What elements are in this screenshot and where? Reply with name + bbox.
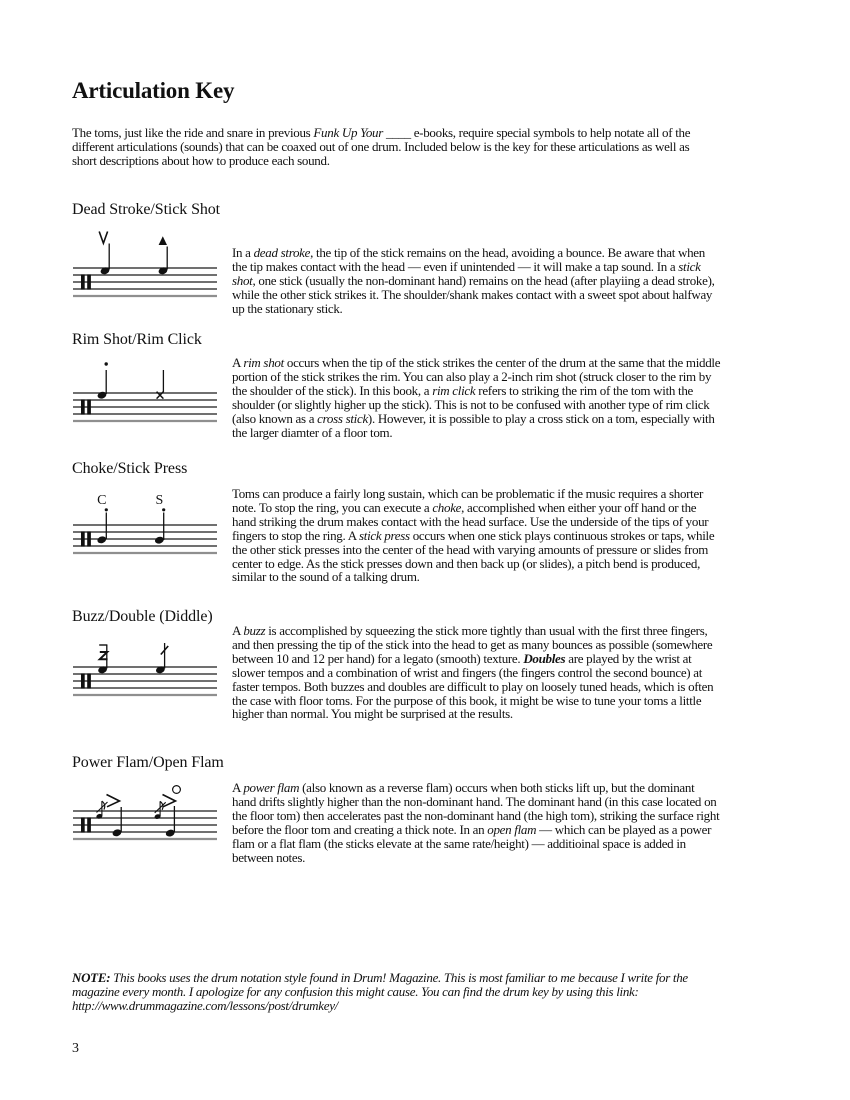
- dot-icon: [162, 508, 165, 511]
- quarter-note-icon: [154, 513, 165, 545]
- staccato-dot-icon: [105, 362, 108, 365]
- staff-lines: [73, 667, 217, 695]
- section-heading-rim-shot: Rim Shot/Rim Click: [72, 331, 202, 348]
- section-heading-choke: Choke/Stick Press: [72, 460, 188, 477]
- notation-dead-stroke-stick-shot: [73, 220, 223, 304]
- downstroke-v-icon: [99, 232, 107, 244]
- section-body-rim-shot: A rim shot occurs when the tip of the stick strikes the center of the drum at the same that the middle portion of the stick strikes the rim. You can also play a 2-inch rim shot (struck closer to the rim by the shoulder of the stick). In this book, a rim click refers to striking the rim of the tom with the shoulder (or slightly higher up the stick). This is not to be confused with another type of rim click (also known as a cross stick). However, it is possible to play a cross stick on a tom, especially with the larger diamter of a floor tom.: [232, 355, 721, 440]
- section-body-buzz: A buzz is accomplished by squeezing the stick more tightly than usual with the first three fingers, and then pressing the tip of the stick into the head to get as many bounces as possible (somewhere between 10 and 12 per hand) for a legato (smooth) texture. Doubles are played by the wrist at slower tempos and a combination of wrist and fingers (the fingers control the second bounce) at faster tempos. Both buzzes and doubles are difficult to play on loosely tuned heads, which is often the case with floor toms. For the purpose of this book, it might be wise to tune your toms a little higher than normal. You might be surprised at the results.: [232, 623, 714, 722]
- page-title: Articulation Key: [72, 78, 235, 103]
- notation-power-flam-open-flam: [73, 763, 223, 847]
- section-body-choke: Toms can produce a fairly long sustain, which can be problematic if the music requires a shorter note. To stop the ring, you can execute a choke, accomplished when either your off hand or the hand striking the drum makes contact with the head surface. Use the underside of the tips of your fingers to stop the ring. A stick press occurs when one stick plays continuous strokes or taps, while the other stick presses into the center of the head with varying amounts of pressure or slides from center to edge. As the stick presses down and then back up (or slides), a pitch bend is produced, similar to the sound of a talking drum.: [232, 486, 715, 585]
- quarter-note-icon: [97, 513, 108, 545]
- section-body-power-flam: A power flam (also known as a reverse flam) occurs when both sticks lift up, but the dominant hand drifts slightly higher than the non-dominant hand. The dominant hand (in this case located on the floor tom) then accelerates past the non-dominant hand (the high tom), striking the surface right before the floor tom and creating a thick note. In an open flam — which can be played as a power flam or a flat flam (the sticks elevate at the same rate/height) — additioinal space is added in between notes.: [232, 780, 720, 865]
- section-heading-buzz: Buzz/Double (Diddle): [72, 608, 213, 625]
- dot-icon: [105, 508, 108, 511]
- intro-paragraph: The toms, just like the ride and snare in previous Funk Up Your ____ e-books, require special symbols to help notate all of the different articulations (sounds) that can be coaxed out of one drum. Included below is the key for these articulations as well as short descriptions about how to produce each sound.: [72, 125, 691, 168]
- buzz-note-icon: [97, 645, 108, 674]
- notation-buzz-double: [73, 619, 223, 703]
- diddle-note-icon: [155, 643, 168, 674]
- quarter-note-icon: [158, 247, 169, 276]
- section-body-dead-stroke: In a dead stroke, the tip of the stick remains on the head, avoiding a bounce. Be aware that when the tip makes contact with the head — even if unintended — it will make a tap sound. In a stick shot, one stick (usually the non-dominant hand) remains on the head (after playiing a dead stroke), while the other stick strikes it. The shoulder/shank makes contact with a sweet spot about halfway up the stationary stick.: [232, 245, 715, 316]
- staff-lines: [73, 393, 217, 421]
- staff-lines: [73, 268, 217, 296]
- choke-label-c: C: [97, 493, 107, 508]
- x-notehead-note-icon: [157, 370, 164, 399]
- note-paragraph: NOTE: This books uses the drum notation style found in Drum! Magazine. This is most familiar to me because I write for the magazine every month. I apologize for any confusion this might cause. You can find the drum key by using this link: http://www.drummagazine.com/lessons/post/drumkey/: [72, 970, 688, 1013]
- accent-icon: [107, 795, 120, 807]
- upstroke-wedge-icon: [159, 236, 167, 245]
- accent-icon: [163, 795, 176, 807]
- staff-lines: [73, 811, 217, 839]
- open-circle-icon: [173, 786, 181, 794]
- stick-press-label-s: S: [155, 493, 164, 508]
- staff-lines: [73, 525, 217, 553]
- grace-note-icon: [96, 801, 108, 819]
- section-heading-dead-stroke: Dead Stroke/Stick Shot: [72, 201, 221, 218]
- notation-choke-stick-press: [73, 477, 223, 561]
- notation-rim-shot-rim-click: [73, 345, 223, 429]
- page-number: 3: [72, 1041, 79, 1056]
- quarter-note-icon: [100, 244, 111, 276]
- quarter-note-icon: [97, 370, 108, 400]
- section-heading-power-flam: Power Flam/Open Flam: [72, 754, 224, 771]
